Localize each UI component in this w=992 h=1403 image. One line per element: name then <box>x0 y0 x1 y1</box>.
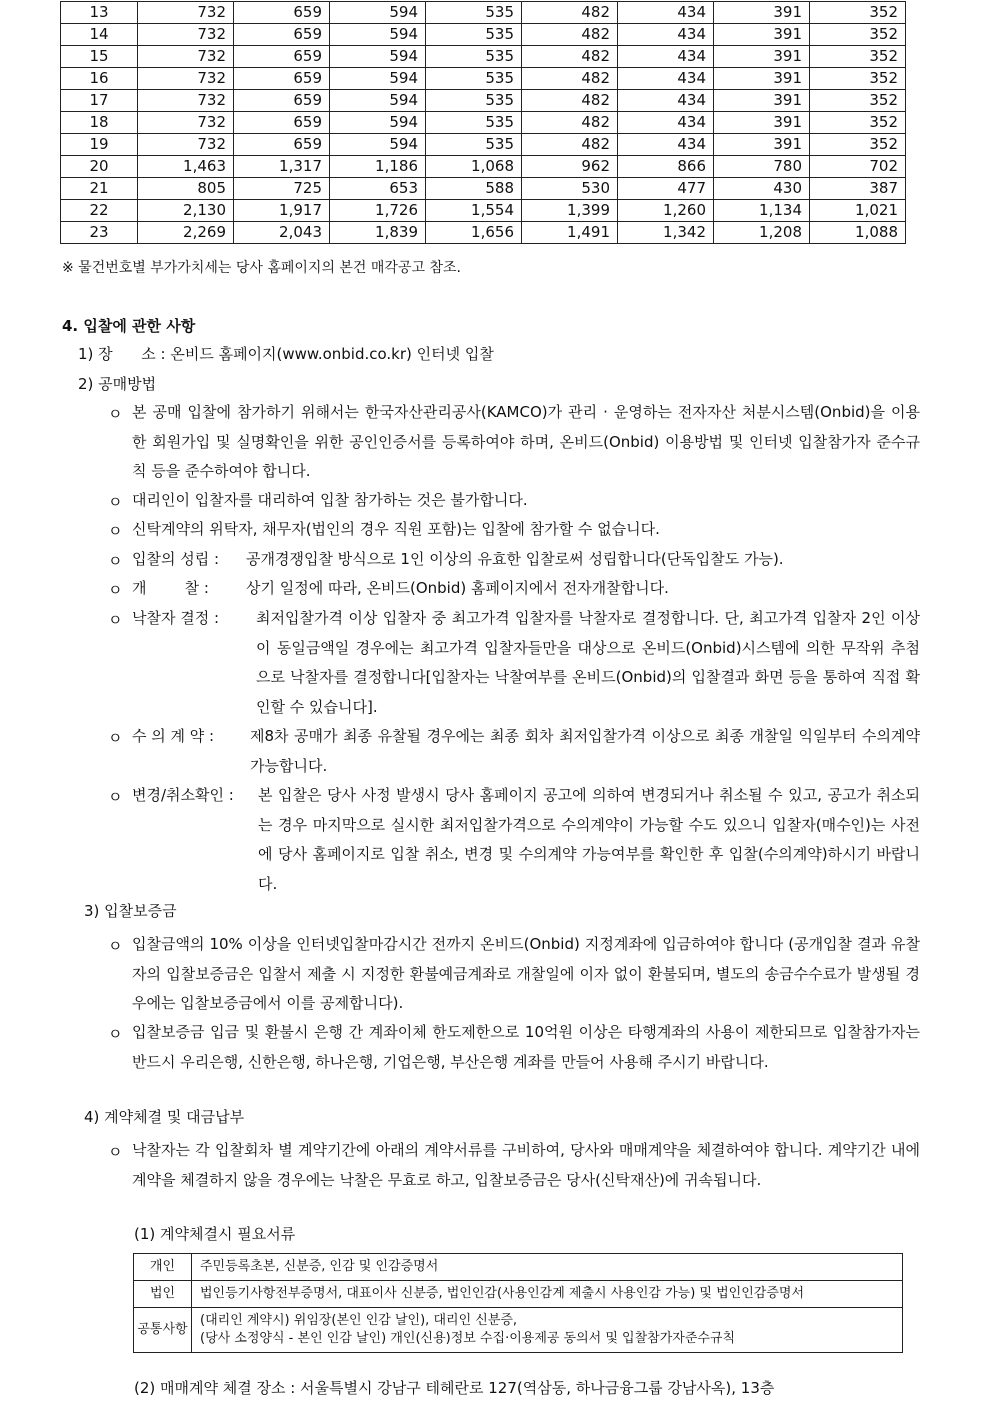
price-cell: 659 <box>234 134 330 156</box>
price-cell: 391 <box>714 68 810 90</box>
price-cell: 482 <box>522 24 618 46</box>
price-cell: 530 <box>522 178 618 200</box>
doc-list: 법인등기사항전부증명서, 대표이사 신분증, 법인인감(사용인감계 제출시 사용인감 가능) 및 법인인감증명서 <box>192 1281 903 1308</box>
table-row <box>61 134 906 156</box>
price-cell: 482 <box>522 134 618 156</box>
price-cell: 866 <box>618 156 714 178</box>
text-private-contract: 제8차 공매가 최종 유찰될 경우에는 최종 회차 최저입찰가격 이상으로 최종 개찰일 익일부터 수의계약 가능합니다. <box>250 727 920 775</box>
label-change-cancel: 변경/취소확인 : <box>132 786 234 804</box>
table-row <box>61 90 906 112</box>
item-number-cell: 14 <box>61 24 138 46</box>
table-row <box>61 178 906 200</box>
price-cell: 732 <box>138 2 234 24</box>
doc-list <box>192 1308 903 1353</box>
price-cell: 653 <box>330 178 426 200</box>
price-cell: 352 <box>810 68 906 90</box>
price-cell: 482 <box>522 90 618 112</box>
price-cell: 732 <box>138 68 234 90</box>
price-cell: 535 <box>426 46 522 68</box>
bullet-mark: ㅇ <box>108 522 123 540</box>
price-cell: 352 <box>810 46 906 68</box>
required-docs-table <box>133 1253 903 1353</box>
price-cell: 1,839 <box>330 222 426 244</box>
price-cell: 482 <box>522 2 618 24</box>
price-cell: 659 <box>234 2 330 24</box>
price-cell: 391 <box>714 24 810 46</box>
price-cell: 659 <box>234 68 330 90</box>
price-cell: 434 <box>618 68 714 90</box>
price-cell: 594 <box>330 2 426 24</box>
method-item-2: 대리인이 입찰자를 대리하여 입찰 참가하는 것은 불가합니다. <box>132 491 528 509</box>
bullet-mark: ㅇ <box>108 493 123 511</box>
table-row <box>61 2 906 24</box>
doc-line: (대리인 계약시) 위임장(본인 인감 날인), 대리인 신분증, <box>200 1313 518 1328</box>
price-cell: 805 <box>138 178 234 200</box>
table-row <box>61 156 906 178</box>
item-number-cell: 15 <box>61 46 138 68</box>
bullet-mark: ㅇ <box>108 581 123 599</box>
price-cell: 434 <box>618 90 714 112</box>
contract-item-1: 낙찰자는 각 입찰회차 별 계약기간에 아래의 계약서류를 구비하여, 당사와 매매계약을 체결하여야 합니다. 계약기간 내에 계약을 체결하지 않을 경우에는 낙찰은 무효로 하고, 입찰보증금은 당사(신탁재산)에 귀속됩니다. <box>132 1141 920 1189</box>
price-cell: 482 <box>522 46 618 68</box>
price-cell: 659 <box>234 90 330 112</box>
price-cell: 659 <box>234 112 330 134</box>
price-cell: 732 <box>138 24 234 46</box>
item-number-cell: 22 <box>61 200 138 222</box>
item-number-cell: 13 <box>61 2 138 24</box>
price-cell: 732 <box>138 112 234 134</box>
label-private-contract: 수 의 계 약 : <box>132 727 215 745</box>
text-change-cancel: 본 입찰은 당사 사정 발생시 당사 홈페이지 공고에 의하여 변경되거나 취소될 수 있고, 공고가 취소되는 경우 마지막으로 실시한 최저입찰가격으로 수의계약이 가능할 수도 있으니 입찰자(매수인)는 사전에 당사 홈페이지로 입찰 취소, 변경 및 수의계약 가능여부를 확인한 후 입찰(수의계약)하시기 바랍니다. <box>258 786 920 893</box>
price-cell: 702 <box>810 156 906 178</box>
price-cell: 2,269 <box>138 222 234 244</box>
price-cell: 482 <box>522 68 618 90</box>
price-cell: 430 <box>714 178 810 200</box>
doc-category: 법인 <box>134 1281 192 1308</box>
contract-heading: 4) 계약체결 및 대금납부 <box>84 1108 245 1126</box>
label-bid-establish: 입찰의 성립 : <box>132 550 220 568</box>
label-winner: 낙찰자 결정 : <box>132 609 220 627</box>
bullet-mark: ㅇ <box>108 1025 123 1043</box>
place-line: 1) 장 소 : 온비드 홈페이지(www.onbid.co.kr) 인터넷 입찰 <box>78 345 494 363</box>
price-cell: 594 <box>330 90 426 112</box>
price-cell: 1,342 <box>618 222 714 244</box>
deposit-heading: 3) 입찰보증금 <box>84 902 177 920</box>
text-winner: 최저입찰가격 이상 입찰자 중 최고가격 입찰자를 낙찰자로 결정합니다. 단, 최고가격 입찰자 2인 이상이 동일금액일 경우에는 최고가격 입찰자들만을 대상으로 온비드(Onbid)시스템에 의한 무작위 추첨으로 낙찰자를 결정합니다[입찰자는 낙찰여부를 온비드(Onbid)의 입찰결과 화면 등을 통하여 직접 확인할 수 있습니다]. <box>256 609 920 716</box>
text-opening: 상기 일정에 따라, 온비드(Onbid) 홈페이지에서 전자개찰합니다. <box>246 579 669 597</box>
price-cell: 391 <box>714 46 810 68</box>
price-cell: 1,656 <box>426 222 522 244</box>
price-table-body <box>61 2 906 244</box>
bullet-mark: ㅇ <box>108 788 123 806</box>
doc-line: (당사 소정양식 - 본인 인감 날인) 개인(신용)정보 수집·이용제공 동의서 및 입찰참가자준수규칙 <box>200 1331 736 1346</box>
price-cell: 732 <box>138 90 234 112</box>
price-cell: 391 <box>714 134 810 156</box>
price-cell: 594 <box>330 24 426 46</box>
doc-list: 주민등록초본, 신분증, 인감 및 인감증명서 <box>192 1254 903 1281</box>
price-cell: 535 <box>426 112 522 134</box>
price-cell: 535 <box>426 2 522 24</box>
price-cell: 780 <box>714 156 810 178</box>
price-cell: 1,463 <box>138 156 234 178</box>
price-table <box>60 1 906 244</box>
price-cell: 659 <box>234 24 330 46</box>
contract-place: (2) 매매계약 체결 장소 : 서울특별시 강남구 테헤란로 127(역삼동, 하나금융그룹 강남사옥), 13층 <box>134 1379 775 1397</box>
table-row <box>61 222 906 244</box>
table-row <box>61 68 906 90</box>
bullet-mark: ㅇ <box>108 405 123 423</box>
price-cell: 352 <box>810 112 906 134</box>
price-cell: 434 <box>618 24 714 46</box>
price-cell: 1,317 <box>234 156 330 178</box>
required-docs-heading: (1) 계약체결시 필요서류 <box>134 1225 296 1243</box>
price-cell: 732 <box>138 46 234 68</box>
doc-category: 개인 <box>134 1254 192 1281</box>
method-item-1: 본 공매 입찰에 참가하기 위해서는 한국자산관리공사(KAMCO)가 관리 · 운영하는 전자자산 처분시스템(Onbid)을 이용한 회원가입 및 실명확인을 위한 공인인증서를 등록하여야 하며, 온비드(Onbid) 이용방법 및 인터넷 입찰참가자 준수규칙 등을 준수하여야 합니다. <box>132 403 920 480</box>
table-row <box>61 112 906 134</box>
price-cell: 2,130 <box>138 200 234 222</box>
price-cell: 659 <box>234 46 330 68</box>
price-cell: 1,917 <box>234 200 330 222</box>
table-row <box>61 46 906 68</box>
price-cell: 1,726 <box>330 200 426 222</box>
price-cell: 594 <box>330 46 426 68</box>
price-cell: 535 <box>426 90 522 112</box>
bullet-mark: ㅇ <box>108 552 123 570</box>
price-cell: 1,186 <box>330 156 426 178</box>
doc-category: 공통사항 <box>134 1308 192 1353</box>
price-cell: 1,134 <box>714 200 810 222</box>
price-cell: 352 <box>810 90 906 112</box>
method-item-3: 신탁계약의 위탁자, 채무자(법인의 경우 직원 포함)는 입찰에 참가할 수 없습니다. <box>132 520 660 538</box>
price-cell: 391 <box>714 2 810 24</box>
item-number-cell: 17 <box>61 90 138 112</box>
item-number-cell: 20 <box>61 156 138 178</box>
item-number-cell: 16 <box>61 68 138 90</box>
price-cell: 477 <box>618 178 714 200</box>
price-cell: 352 <box>810 2 906 24</box>
price-cell: 391 <box>714 90 810 112</box>
price-cell: 535 <box>426 134 522 156</box>
price-cell: 352 <box>810 24 906 46</box>
text-bid-establish: 공개경쟁입찰 방식으로 1인 이상의 유효한 입찰로써 성립합니다(단독입찰도 가능). <box>246 550 784 568</box>
price-cell: 1,068 <box>426 156 522 178</box>
price-cell: 434 <box>618 46 714 68</box>
price-cell: 1,399 <box>522 200 618 222</box>
price-cell: 434 <box>618 134 714 156</box>
price-cell: 387 <box>810 178 906 200</box>
price-cell: 1,260 <box>618 200 714 222</box>
item-number-cell: 19 <box>61 134 138 156</box>
price-cell: 434 <box>618 112 714 134</box>
bullet-mark: ㅇ <box>108 729 123 747</box>
table-row <box>61 24 906 46</box>
label-opening: 개 찰 : <box>132 579 209 597</box>
bullet-mark: ㅇ <box>108 1143 123 1161</box>
item-number-cell: 23 <box>61 222 138 244</box>
price-cell: 732 <box>138 134 234 156</box>
item-number-cell: 21 <box>61 178 138 200</box>
price-cell: 1,491 <box>522 222 618 244</box>
table-row <box>134 1308 903 1353</box>
method-heading: 2) 공매방법 <box>78 375 157 393</box>
table-row <box>134 1281 903 1308</box>
item-number-cell: 18 <box>61 112 138 134</box>
price-cell: 391 <box>714 112 810 134</box>
section-title: 4. 입찰에 관한 사항 <box>62 317 196 335</box>
price-cell: 594 <box>330 68 426 90</box>
price-cell: 588 <box>426 178 522 200</box>
price-cell: 352 <box>810 134 906 156</box>
price-cell: 482 <box>522 112 618 134</box>
price-cell: 1,088 <box>810 222 906 244</box>
price-cell: 1,554 <box>426 200 522 222</box>
price-cell: 434 <box>618 2 714 24</box>
price-cell: 725 <box>234 178 330 200</box>
price-cell: 535 <box>426 24 522 46</box>
table-row <box>134 1254 903 1281</box>
bullet-mark: ㅇ <box>108 937 123 955</box>
price-cell: 2,043 <box>234 222 330 244</box>
price-cell: 594 <box>330 112 426 134</box>
price-cell: 1,021 <box>810 200 906 222</box>
deposit-item-1: 입찰금액의 10% 이상을 인터넷입찰마감시간 전까지 온비드(Onbid) 지정계좌에 입금하여야 합니다 (공개입찰 결과 유찰자의 입찰보증금은 입찰서 제출 시 지정한 환불예금계좌로 개찰일에 이자 없이 환불되며, 별도의 송금수수료가 발생될 경우에는 입찰보증금에서 이를 공제합니다). <box>132 935 920 1012</box>
deposit-item-2: 입찰보증금 입금 및 환불시 은행 간 계좌이체 한도제한으로 10억원 이상은 타행계좌의 사용이 제한되므로 입찰참가자는 반드시 우리은행, 신한은행, 하나은행, 기업은행, 부산은행 계좌를 만들어 사용해 주시기 바랍니다. <box>132 1023 920 1071</box>
vat-note: ※ 물건번호별 부가가치세는 당사 홈페이지의 본건 매각공고 참조. <box>62 260 461 276</box>
bullet-mark: ㅇ <box>108 611 123 629</box>
price-cell: 962 <box>522 156 618 178</box>
table-row <box>61 200 906 222</box>
price-cell: 594 <box>330 134 426 156</box>
price-cell: 535 <box>426 68 522 90</box>
price-cell: 1,208 <box>714 222 810 244</box>
